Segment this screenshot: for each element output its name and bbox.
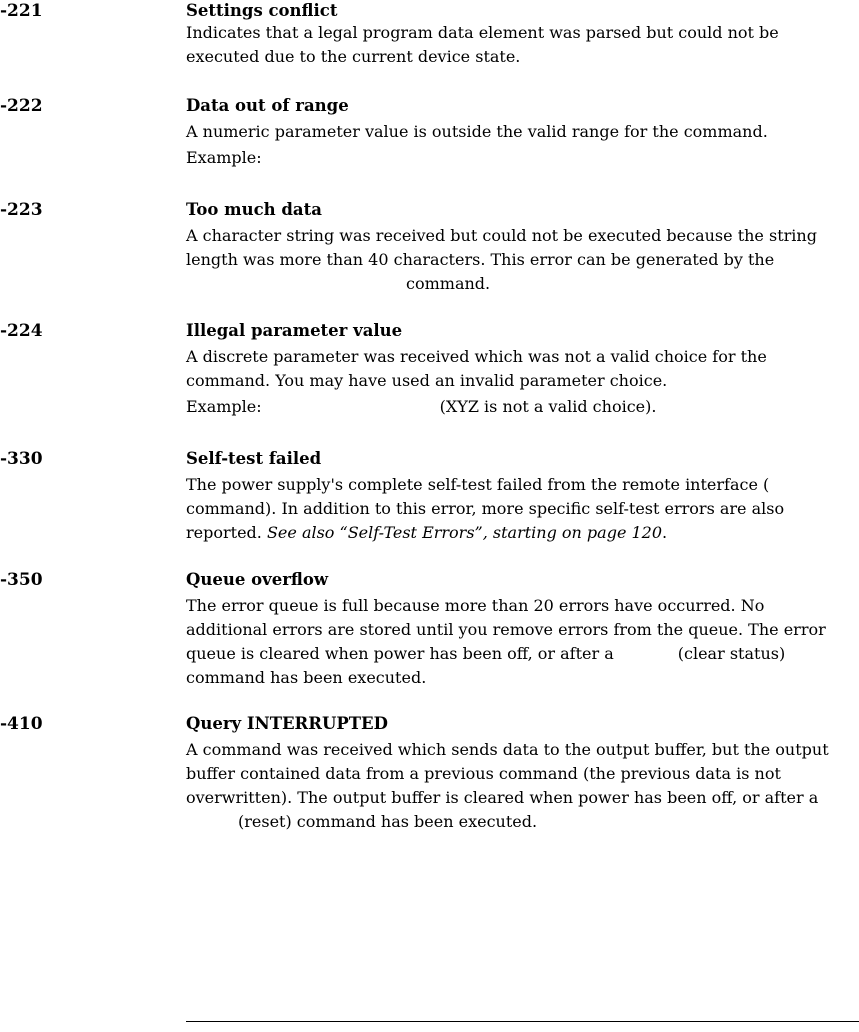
desc-line: overwritten). The output buffer is cleared when power has been off, or after a [186,788,819,807]
error-code: -223 [0,200,43,220]
example-line [186,395,858,419]
error-title: Self-test failed [186,449,322,468]
desc-line: A command was received which sends data to the output buffer, but the output [186,740,829,759]
desc-text: . [662,523,668,542]
desc-text: reported. [186,523,267,542]
error-code: -222 [0,96,43,116]
desc-line: length was more than 40 characters. This error can be generated by the [186,250,775,269]
desc-line [186,642,858,666]
error-code: -410 [0,714,43,734]
desc-line: command). In addition to this error, more specific self-test errors are also [186,499,785,518]
cross-reference: See also “Self-Test Errors”, starting on page 120 [266,523,663,542]
desc-line: command. You may have used an invalid parameter choice. [186,371,668,390]
example-label: Example: [186,397,262,416]
desc-line [186,521,858,545]
error-title: Settings conflict [186,1,338,20]
error-title: Illegal parameter value [186,321,403,340]
error-title: Query INTERRUPTED [186,714,388,733]
error-code: -350 [0,570,43,590]
error-title: Data out of range [186,96,349,115]
desc-line: A character string was received but could not be executed because the string [186,226,817,245]
desc-text: (clear status) [677,644,786,663]
desc-line: command. [406,274,491,293]
error-title: Too much data [186,200,322,219]
desc-line: Indicates that a legal program data element was parsed but could not be [186,23,779,42]
desc-text: queue is cleared when power has been off, or after a [186,644,614,663]
desc-line: The error queue is full because more than 20 errors have occurred. No [186,596,765,615]
error-description [186,21,858,69]
desc-line: executed due to the current device state. [186,47,521,66]
error-description [186,473,858,545]
example-label: Example: [186,148,262,167]
desc-line: additional errors are stored until you remove errors from the queue. The error [186,620,826,639]
error-description [186,224,858,296]
desc-line: buffer contained data from a previous command (the previous data is not [186,764,781,783]
error-description [186,345,858,419]
desc-line: A discrete parameter was received which was not a valid choice for the [186,347,767,366]
desc-line: The power supply's complete self-test failed from the remote interface ( [186,475,770,494]
example-note: (XYZ is not a valid choice). [439,397,657,416]
desc-line: (reset) command has been executed. [238,812,538,831]
error-description [186,738,858,834]
desc-line: A numeric parameter value is outside the valid range for the command. [186,122,768,141]
error-description [186,594,858,690]
desc-line: command has been executed. [186,668,427,687]
error-code: -221 [0,1,43,21]
footer-divider [186,1021,859,1022]
error-code: -330 [0,449,43,469]
error-title: Queue overflow [186,570,329,589]
error-code: -224 [0,321,43,341]
error-description [186,120,858,170]
